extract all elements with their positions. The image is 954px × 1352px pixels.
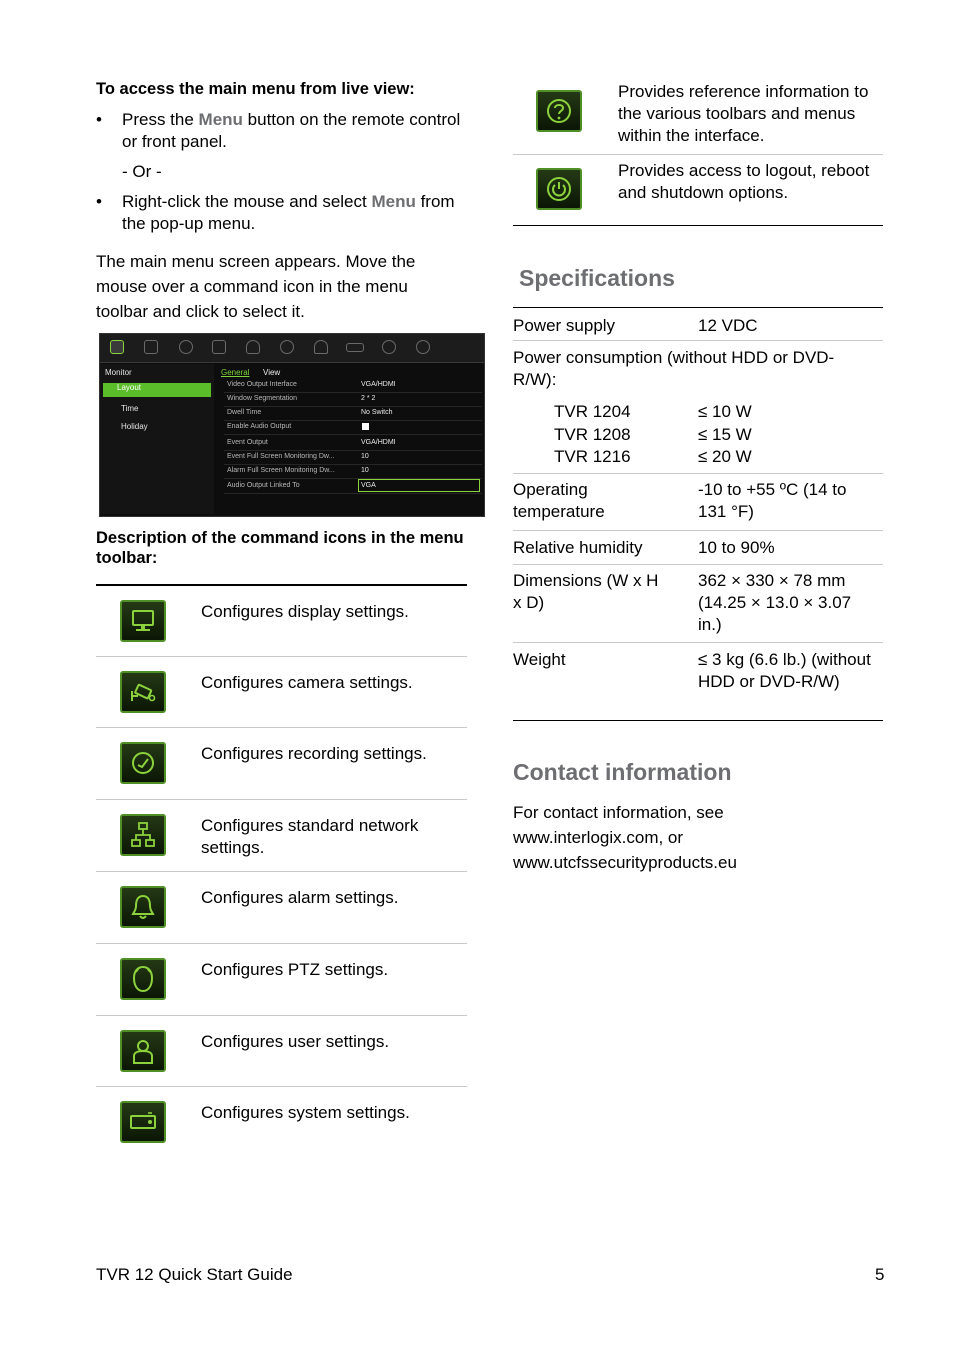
icon-description: Configures camera settings.	[201, 673, 413, 692]
row-value: VGA	[361, 482, 376, 489]
sidebar-item-time: Time	[121, 404, 139, 413]
settings-row	[224, 420, 482, 435]
footer-title: TVR 12 Quick Start Guide	[96, 1265, 293, 1284]
ptz-icon	[280, 340, 294, 354]
settings-row	[224, 450, 482, 465]
camera-icon	[120, 671, 166, 713]
or-separator: - Or -	[122, 162, 162, 181]
model-name: TVR 1216	[554, 447, 631, 466]
menu-sidebar	[100, 364, 214, 514]
icon-description: Configures display settings.	[201, 602, 409, 621]
help-icon	[536, 90, 582, 132]
spec-row-operating-temperature	[513, 474, 883, 531]
icon-row-camera	[96, 657, 467, 728]
model-value: ≤ 15 W	[698, 425, 752, 444]
spec-label: Operating temperature	[513, 480, 605, 521]
spec-value: 10 to 90%	[698, 538, 775, 557]
icon-row-recording	[96, 728, 467, 800]
icon-description: Configures alarm settings.	[201, 888, 399, 907]
sidebar-item-holiday: Holiday	[121, 422, 148, 431]
user-icon	[120, 1030, 166, 1072]
menu-keyword: Menu	[198, 110, 243, 129]
icon-description: Configures system settings.	[201, 1103, 410, 1122]
icon-row-alarm	[96, 872, 467, 944]
settings-row	[224, 436, 482, 451]
icon-row-user	[96, 1016, 467, 1087]
recording-icon	[179, 340, 193, 354]
model-name: TVR 1204	[554, 402, 631, 421]
system-icon	[120, 1101, 166, 1143]
row-value: No Switch	[361, 409, 393, 416]
icon-description: Configures standard network settings.	[201, 816, 419, 857]
display-icon	[120, 600, 166, 642]
power-icon	[536, 168, 582, 210]
bullet2-text-pre: Right-click the mouse and select	[122, 192, 372, 211]
system-icon	[346, 343, 364, 352]
row-label: Event Output	[227, 439, 268, 446]
icon-row-help	[513, 78, 883, 155]
icon-description: Configures recording settings.	[201, 744, 427, 763]
spec-value: -10 to +55 ºC (14 to 131 °F)	[698, 480, 847, 521]
settings-row	[224, 406, 482, 421]
bullet1-text-pre: Press the	[122, 110, 199, 129]
icon-row-ptz	[96, 944, 467, 1016]
settings-row	[224, 378, 482, 393]
settings-row	[224, 479, 482, 494]
command-icon-table-continued	[513, 78, 883, 226]
ptz-icon	[120, 958, 166, 1000]
intro-paragraph: The main menu screen appears. Move the mouse over a command icon in the menu toolbar and click to select it.	[96, 252, 416, 321]
sidebar-item-layout: Layout	[103, 383, 211, 397]
spec-value: 12 VDC	[698, 316, 758, 335]
recording-icon	[120, 742, 166, 784]
model-value: ≤ 20 W	[698, 447, 752, 466]
row-label: Enable Audio Output	[227, 423, 292, 430]
spec-row-relative-humidity	[513, 531, 883, 565]
spec-row-dimensions	[513, 565, 883, 643]
bullet-press-menu	[96, 109, 468, 153]
bullet-right-click	[96, 191, 468, 235]
alarm-icon	[120, 886, 166, 928]
row-label: Alarm Full Screen Monitoring Dw...	[227, 467, 335, 474]
intro-heading: To access the main menu from live view:	[96, 80, 415, 98]
settings-row	[224, 464, 482, 479]
menu-keyword: Menu	[371, 192, 416, 211]
specifications-table	[513, 307, 883, 721]
icon-description: Provides access to logout, reboot and shutdown options.	[618, 161, 870, 202]
row-value: VGA/HDMI	[361, 381, 396, 388]
camera-icon	[144, 340, 158, 354]
icon-row-network	[96, 800, 467, 872]
row-label: Video Output Interface	[227, 381, 297, 388]
spec-value: 362 × 330 × 78 mm (14.25 × 13.0 × 3.07 in.)	[698, 571, 852, 634]
spec-value: ≤ 3 kg (6.6 lb.) (without HDD or DVD-R/W)	[698, 650, 871, 691]
sidebar-item-monitor: Monitor	[105, 368, 132, 377]
icon-description: Configures user settings.	[201, 1032, 390, 1051]
spec-label: Power supply	[513, 316, 616, 335]
settings-row	[224, 392, 482, 407]
network-icon	[120, 814, 166, 856]
tab-view: View	[263, 368, 281, 377]
icon-row-system	[96, 1087, 467, 1157]
menu-toolbar	[100, 334, 484, 363]
spec-label: Power consumption (without HDD or DVD-R/W):	[513, 348, 835, 389]
icon-description: Provides reference information to the various toolbars and menus within the interface.	[618, 82, 869, 145]
toolbar-heading: Description of the command icons in the menu toolbar:	[96, 529, 464, 567]
row-label: Window Segmentation	[227, 395, 298, 402]
row-value: 10	[361, 467, 369, 474]
user-icon	[314, 340, 328, 354]
page-number: 5	[875, 1265, 885, 1284]
display-icon	[110, 340, 124, 354]
main-menu-screenshot	[99, 333, 485, 517]
tab-general: General	[221, 368, 250, 377]
spec-label: Relative humidity	[513, 538, 643, 557]
power-icon	[416, 340, 430, 354]
icon-description: Configures PTZ settings.	[201, 960, 389, 979]
help-icon	[382, 340, 396, 354]
row-label: Dwell Time	[227, 409, 262, 416]
row-value: 2 * 2	[361, 395, 376, 402]
model-value: ≤ 10 W	[698, 402, 752, 421]
icon-row-power	[513, 155, 883, 226]
row-value: 10	[361, 453, 369, 460]
network-icon	[212, 340, 226, 354]
spec-label: Dimensions (W x H x D)	[513, 571, 659, 612]
contact-text: For contact information, see www.interlogix.com, or www.utcfssecurityproducts.eu	[513, 803, 737, 872]
enable-audio-checkbox	[362, 423, 369, 430]
spec-row-power-supply	[513, 308, 883, 341]
bullet1-text-post: button on the remote control or front panel.	[122, 110, 461, 151]
row-label: Event Full Screen Monitoring Dw...	[227, 453, 335, 460]
spec-row-power-consumption	[513, 341, 883, 474]
specifications-heading: Specifications	[519, 265, 675, 291]
intro-section	[96, 78, 468, 324]
spec-label: Weight	[513, 650, 566, 669]
command-icon-table	[96, 584, 467, 1157]
alarm-icon	[246, 340, 260, 354]
bullet2-text-post: from the pop-up menu.	[122, 192, 455, 233]
row-value: VGA/HDMI	[361, 439, 396, 446]
audio-output-select	[358, 479, 480, 492]
icon-row-display	[96, 586, 467, 657]
model-name: TVR 1208	[554, 425, 631, 444]
contact-heading: Contact information	[513, 759, 732, 785]
spec-row-weight	[513, 643, 883, 721]
row-label: Audio Output Linked To	[227, 482, 300, 489]
